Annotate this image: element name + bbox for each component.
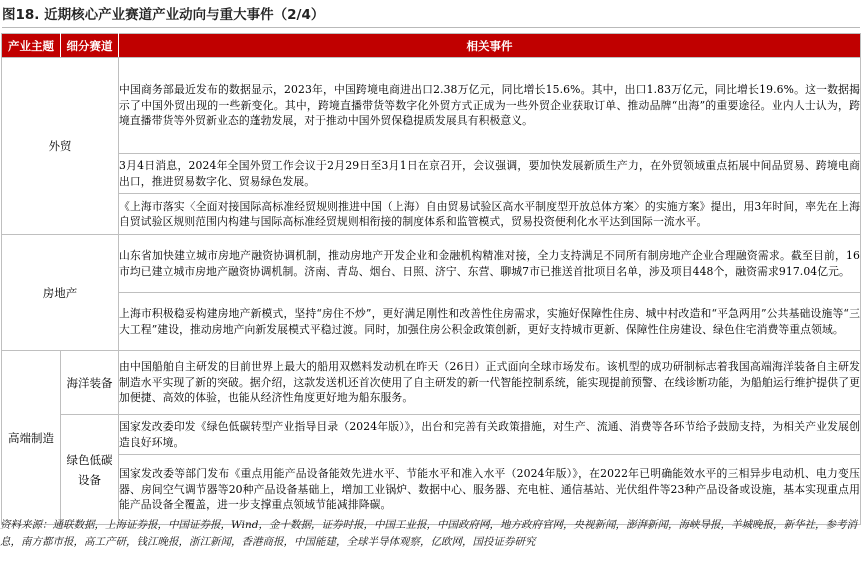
category-real-estate: 房地产 (2, 235, 119, 351)
category-foreign-trade: 外贸 (2, 58, 119, 235)
event-trade-1: 中国商务部最近发布的数据显示，2023年，中国跨境电商进出口2.38万亿元，同比增长15.6%。其中，出口1.83万亿元，同比增长19.6%。这一数据揭示了中国外贸出现的一些新变化。其中，跨境直播带货等数字化外贸方式正成为一些外贸企业获取订单、推动品牌“出海”的重要途径。业内人士认为，跨境直播带货等外贸新业态的蓬勃发展，对于推动中国外贸保稳提质发展具有积极意义。 (119, 58, 861, 154)
source-note: 资料来源：通联数据，上海证券报，中国证券报，Wind，金十数据，证券时报，中国工业报，中国政府网，地方政府官网，央视新闻，澎湃新闻，海峡导报，羊城晚报，新华社，参考消息，南方都市报，高工产研，钱江晚报，浙江新闻，香港商报，中国能建，全球半导体观察，亿欧网，国投证券研究 (0, 519, 857, 548)
table-row (2, 235, 861, 293)
event-green-1: 国家发改委印发《绿色低碳转型产业指导目录（2024年版）》，出台和完善有关政策措施，对生产、流通、消费等各环节给予鼓励支持，为相关产业发展创造良好环境。 (119, 415, 861, 455)
header-related-events: 相关事件 (119, 34, 861, 58)
page-title: 图18. 近期核心产业赛道产业动向与重大事件（2/4） (2, 5, 860, 28)
table-row (2, 415, 861, 455)
event-estate-1: 山东省加快建立城市房地产融资协调机制，推动房地产开发企业和金融机构精准对接，全力支持满足不同所有制房地产企业合理融资需求。截至目前，16市均已建立城市房地产融资协调机制。济南、青岛、烟台、日照、济宁、东营、聊城7市已推送首批项目名单，涉及项目448个，融资需求917.04亿元。 (119, 235, 861, 293)
table-header-row (2, 34, 861, 58)
event-trade-3: 《上海市落实〈全面对接国际高标准经贸规则推进中国（上海）自由贸易试验区高水平制度型开放总体方案〉的实施方案》提出，用3年时间，率先在上海自贸试验区规则范围内构建与国际高标准经贸规则相衔接的制度体系和监管模式，贸易投资便利化水平达到国际一流水平。 (119, 194, 861, 235)
sub-track-marine-equipment: 海洋装备 (61, 351, 119, 415)
header-industry-theme: 产业主题 (2, 34, 61, 58)
sub-track-green-low-carbon: 绿色低碳设备 (61, 415, 119, 525)
table-row (2, 351, 861, 415)
events-table (1, 33, 861, 525)
table-row (2, 455, 861, 525)
table-row (2, 154, 861, 194)
table-row (2, 194, 861, 235)
header-sub-track: 细分赛道 (61, 34, 119, 58)
event-green-2: 国家发改委等部门发布《重点用能产品设备能效先进水平、节能水平和准入水平（2024年版）》，在2022年已明确能效水平的三相异步电动机、电力变压器、房间空气调节器等20种产品设备基础上，增加工业锅炉、数据中心、服务器、充电桩、通信基站、光伏组件等23种产品设备或设施，基本实现重点用能产品设备全覆盖，进一步支撑重点领域节能减排降碳。 (119, 455, 861, 525)
table-row (2, 293, 861, 351)
table-row (2, 58, 861, 154)
event-marine-1: 由中国船舶自主研发的目前世界上最大的船用双燃料发动机在昨天（26日）正式面向全球市场发布。该机型的成功研制标志着我国高端海洋装备自主研发制造水平实现了新的突破。据介绍，这款发送机还首次使用了自主研发的新一代智能控制系统，能实现提前预警、在线诊断功能，为船舶运行维护提供了更加便捷、高效的体验，也能从经济性角度更好地为船东服务。 (119, 351, 861, 415)
event-estate-2: 上海市积极稳妥构建房地产新模式，坚持“房住不炒”，更好满足刚性和改善性住房需求，实施好保障性住房、城中村改造和“平急两用”公共基础设施等“三大工程”建设，推动房地产向新发展模式平稳过渡。同时，加强住房公积金政策创新，更好支持城市更新、保障性住房建设、绿色住宅消费等重点领域。 (119, 293, 861, 351)
category-high-end-manufacturing: 高端制造 (2, 351, 61, 525)
event-trade-2: 3月4日消息，2024年全国外贸工作会议于2月29日至3月1日在京召开，会议强调，要加快发展新质生产力，在外贸领域重点拓展中间品贸易、跨境电商出口，推进贸易数字化、贸易绿色发展。 (119, 154, 861, 194)
